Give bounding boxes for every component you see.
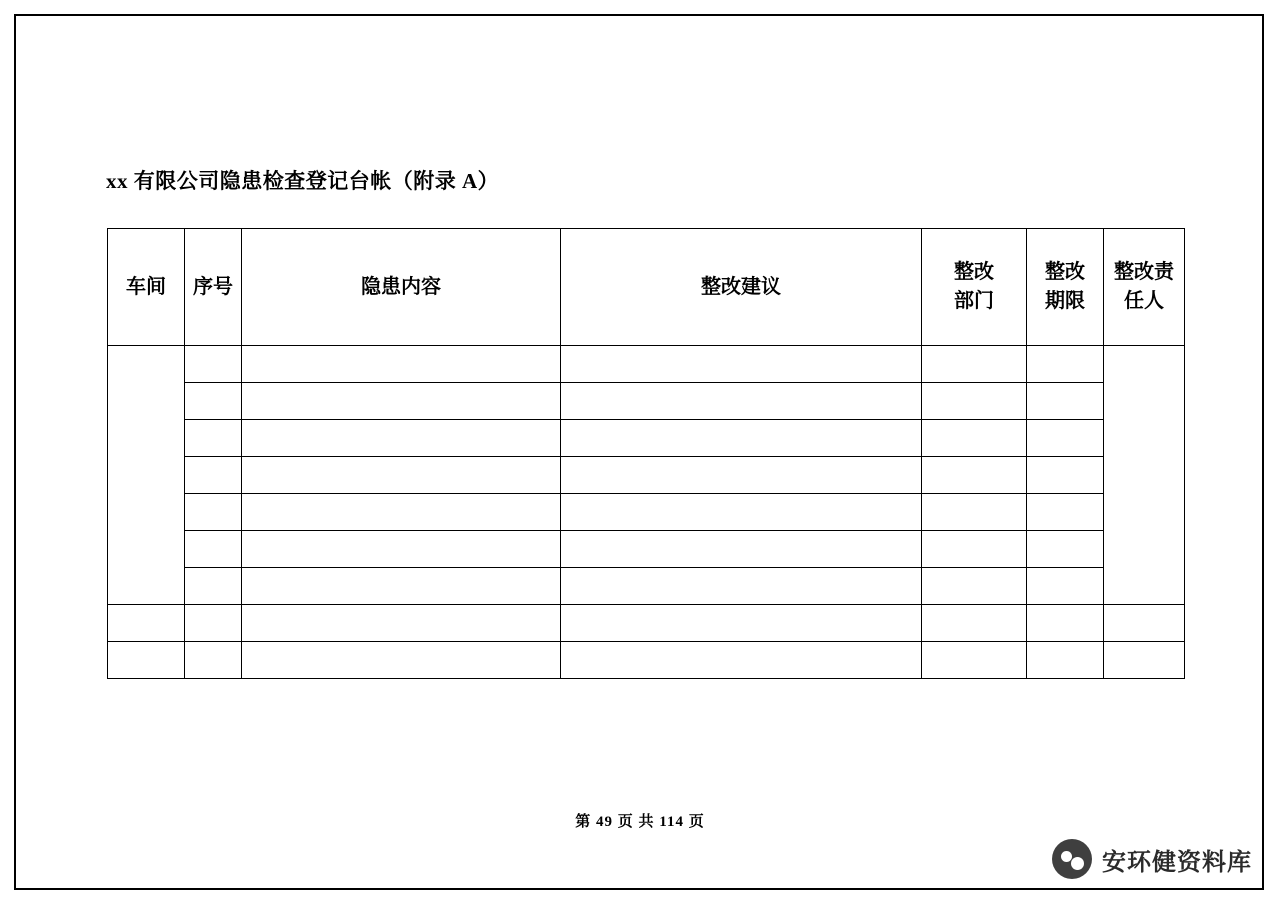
cell-suggestion[interactable] bbox=[561, 568, 922, 605]
cell-department[interactable] bbox=[922, 346, 1027, 383]
table-row bbox=[108, 346, 1185, 383]
hazard-ledger-table bbox=[107, 228, 1185, 679]
cell-deadline[interactable] bbox=[1027, 605, 1104, 642]
column-header-department-line2: 部门 bbox=[954, 290, 994, 312]
watermark bbox=[1052, 839, 1252, 879]
column-header-rectification-suggestion: 整改建议 bbox=[561, 229, 922, 346]
cell-index[interactable] bbox=[185, 457, 242, 494]
page-title: xx 有限公司隐患检查登记台帐（附录 A） bbox=[106, 169, 500, 193]
cell-suggestion[interactable] bbox=[561, 494, 922, 531]
cell-suggestion[interactable] bbox=[561, 457, 922, 494]
cell-hazard-content[interactable] bbox=[242, 420, 561, 457]
cell-deadline[interactable] bbox=[1027, 531, 1104, 568]
cell-index[interactable] bbox=[185, 494, 242, 531]
cell-index[interactable] bbox=[185, 568, 242, 605]
cell-hazard-content[interactable] bbox=[242, 531, 561, 568]
cell-suggestion[interactable] bbox=[561, 383, 922, 420]
table-row bbox=[108, 420, 1185, 457]
column-header-rectification-deadline bbox=[1027, 229, 1104, 346]
watermark-label: 安环健资料库 bbox=[1102, 849, 1252, 876]
cell-workshop[interactable] bbox=[108, 642, 185, 679]
cell-workshop[interactable] bbox=[108, 605, 185, 642]
column-header-deadline-line2: 期限 bbox=[1045, 290, 1085, 312]
cell-hazard-content[interactable] bbox=[242, 642, 561, 679]
cell-department[interactable] bbox=[922, 420, 1027, 457]
table-body bbox=[108, 346, 1185, 679]
column-header-deadline-line1: 整改 bbox=[1045, 261, 1085, 283]
cell-suggestion[interactable] bbox=[561, 346, 922, 383]
cell-suggestion[interactable] bbox=[561, 642, 922, 679]
column-header-rectification-department bbox=[922, 229, 1027, 346]
cell-index[interactable] bbox=[185, 642, 242, 679]
table-row bbox=[108, 642, 1185, 679]
cell-department[interactable] bbox=[922, 605, 1027, 642]
cell-responsible[interactable] bbox=[1104, 346, 1185, 605]
cell-index[interactable] bbox=[185, 346, 242, 383]
table-row bbox=[108, 494, 1185, 531]
column-header-responsible-line2: 任人 bbox=[1124, 290, 1164, 312]
cell-hazard-content[interactable] bbox=[242, 605, 561, 642]
cell-deadline[interactable] bbox=[1027, 383, 1104, 420]
cell-hazard-content[interactable] bbox=[242, 457, 561, 494]
table-row bbox=[108, 457, 1185, 494]
table-row bbox=[108, 605, 1185, 642]
cell-deadline[interactable] bbox=[1027, 568, 1104, 605]
cell-deadline[interactable] bbox=[1027, 494, 1104, 531]
hazard-ledger-table-wrap bbox=[107, 228, 1177, 679]
cell-department[interactable] bbox=[922, 383, 1027, 420]
cell-hazard-content[interactable] bbox=[242, 346, 561, 383]
page-footer: 第 49 页 共 114 页 bbox=[575, 814, 705, 830]
table-header bbox=[108, 229, 1185, 346]
column-header-responsible-line1: 整改责 bbox=[1114, 261, 1174, 283]
cell-deadline[interactable] bbox=[1027, 642, 1104, 679]
table-header-row bbox=[108, 229, 1185, 346]
cell-suggestion[interactable] bbox=[561, 605, 922, 642]
table-row bbox=[108, 531, 1185, 568]
cell-department[interactable] bbox=[922, 642, 1027, 679]
cell-department[interactable] bbox=[922, 457, 1027, 494]
cell-hazard-content[interactable] bbox=[242, 494, 561, 531]
cell-hazard-content[interactable] bbox=[242, 568, 561, 605]
cell-suggestion[interactable] bbox=[561, 420, 922, 457]
cell-index[interactable] bbox=[185, 420, 242, 457]
cell-deadline[interactable] bbox=[1027, 420, 1104, 457]
table-row bbox=[108, 383, 1185, 420]
cell-deadline[interactable] bbox=[1027, 346, 1104, 383]
column-header-index: 序号 bbox=[185, 229, 242, 346]
wechat-logo-icon bbox=[1052, 839, 1092, 879]
cell-suggestion[interactable] bbox=[561, 531, 922, 568]
cell-department[interactable] bbox=[922, 531, 1027, 568]
cell-index[interactable] bbox=[185, 531, 242, 568]
table-row bbox=[108, 568, 1185, 605]
cell-responsible[interactable] bbox=[1104, 605, 1185, 642]
column-header-hazard-content: 隐患内容 bbox=[242, 229, 561, 346]
cell-responsible[interactable] bbox=[1104, 642, 1185, 679]
cell-workshop[interactable] bbox=[108, 346, 185, 605]
cell-department[interactable] bbox=[922, 494, 1027, 531]
cell-department[interactable] bbox=[922, 568, 1027, 605]
column-header-responsible-person bbox=[1104, 229, 1185, 346]
cell-hazard-content[interactable] bbox=[242, 383, 561, 420]
column-header-department-line1: 整改 bbox=[954, 261, 994, 283]
column-header-workshop: 车间 bbox=[108, 229, 185, 346]
cell-index[interactable] bbox=[185, 383, 242, 420]
cell-deadline[interactable] bbox=[1027, 457, 1104, 494]
cell-index[interactable] bbox=[185, 605, 242, 642]
